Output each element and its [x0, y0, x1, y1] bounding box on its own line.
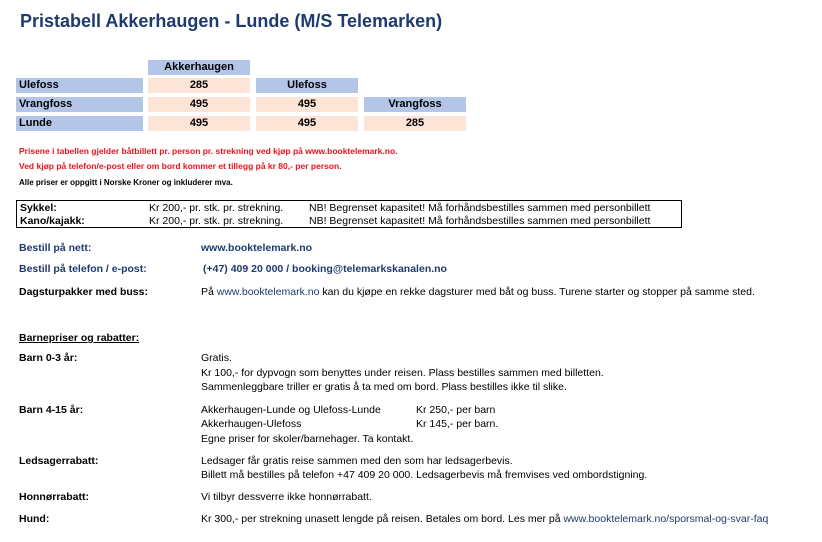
- dog-text: [201, 513, 768, 526]
- row-label-vrangfoss: Vrangfoss: [16, 97, 143, 112]
- day-trip-label: Dagsturpakker med buss:: [19, 286, 148, 298]
- row-label-ulefoss: Ulefoss: [16, 78, 143, 93]
- book-phone-label: Bestill på telefon / e-post:: [19, 263, 147, 275]
- price-cell: 495: [148, 116, 250, 131]
- child-4-15-price: Kr 250,- per barn: [416, 404, 496, 416]
- price-cell: 495: [148, 97, 250, 112]
- companion-label: Ledsagerrabatt:: [19, 455, 99, 467]
- child-4-15-route: Akkerhaugen-Ulefoss: [201, 418, 302, 430]
- child-0-3-label: Barn 0-3 år:: [19, 352, 78, 364]
- day-trip-post: kan du kjøpe en rekke dagsturer med båt og buss. Turene starter og stopper på samme sted.: [319, 286, 755, 298]
- column-header-vrangfoss: Vrangfoss: [364, 97, 466, 112]
- extra-note-bike: NB! Begrenset kapasitet! Må forhåndsbestilles sammen med personbillett: [309, 202, 651, 214]
- dog-pre: Kr 300,- per strekning unasett lengde på reisen. Betales om bord. Les mer på: [201, 513, 564, 525]
- currency-note: Alle priser er oppgitt i Norske Kroner og inkluderer mva.: [19, 178, 233, 187]
- extra-label-bike: Sykkel:: [20, 202, 57, 214]
- surcharge-note: Ved kjøp på telefon/e-post eller om bord kommer et tillegg på kr 80,- per person.: [19, 161, 342, 171]
- page-title: Pristabell Akkerhaugen - Lunde (M/S Telemarken): [20, 11, 443, 31]
- extra-price-bike: Kr 200,- pr. stk. pr. strekning.: [149, 202, 284, 214]
- price-cell: 285: [364, 116, 466, 131]
- child-0-3-line: Sammenleggbare triller er gratis å ta med om bord. Plass bestilles ikke til slike.: [201, 381, 567, 393]
- book-online-link[interactable]: www.booktelemark.no: [201, 242, 313, 254]
- book-phone-value: (+47) 409 20 000 / booking@telemarkskanalen.no: [203, 263, 447, 275]
- child-4-15-price: Kr 145,- per barn.: [416, 418, 499, 430]
- extra-note-canoe: NB! Begrenset kapasitet! Må forhåndsbestilles sammen med personbillett: [309, 215, 651, 227]
- companion-line: Ledsager får gratis reise sammen med den som har ledsagerbevis.: [201, 455, 513, 467]
- discounts-heading: Barnepriser og rabatter:: [19, 332, 140, 344]
- extra-price-canoe: Kr 200,- pr. stk. pr. strekning.: [149, 215, 284, 227]
- price-note: Prisene i tabellen gjelder båtbillett pr. person pr. strekning ved kjøp på www.booktelemark.no.: [19, 146, 398, 156]
- book-online-label: Bestill på nett:: [19, 242, 92, 254]
- day-trip-pre: På: [201, 286, 217, 298]
- extras-box: [16, 200, 682, 228]
- row-label-lunde: Lunde: [16, 116, 143, 131]
- column-header-ulefoss: Ulefoss: [256, 78, 358, 93]
- companion-line: Billett må bestilles på telefon +47 409 20 000. Ledsagerbevis må fremvises ved ombordstigning.: [201, 469, 648, 481]
- day-trip-link[interactable]: www.booktelemark.no: [216, 286, 320, 298]
- price-cell: 285: [148, 78, 250, 93]
- child-0-3-line: Gratis.: [201, 352, 232, 364]
- column-header-akkerhaugen: Akkerhaugen: [148, 60, 250, 75]
- price-cell: 495: [256, 116, 358, 131]
- day-trip-text: [201, 286, 755, 299]
- price-cell: 495: [256, 97, 358, 112]
- extra-label-canoe: Kano/kajakk:: [20, 215, 85, 227]
- dog-label: Hund:: [19, 513, 50, 525]
- child-0-3-line: Kr 100,- for dypvogn som benyttes under reisen. Plass bestilles sammen med billetten.: [201, 367, 604, 379]
- senior-label: Honnørrabatt:: [19, 491, 89, 503]
- child-4-15-route: Akkerhaugen-Lunde og Ulefoss-Lunde: [201, 404, 381, 416]
- faq-link[interactable]: www.booktelemark.no/sporsmal-og-svar-faq: [563, 513, 769, 525]
- senior-text: Vi tilbyr dessverre ikke honnørrabatt.: [201, 491, 372, 503]
- child-4-15-note: Egne priser for skoler/barnehager. Ta kontakt.: [201, 433, 414, 445]
- child-4-15-label: Barn 4-15 år:: [19, 404, 84, 416]
